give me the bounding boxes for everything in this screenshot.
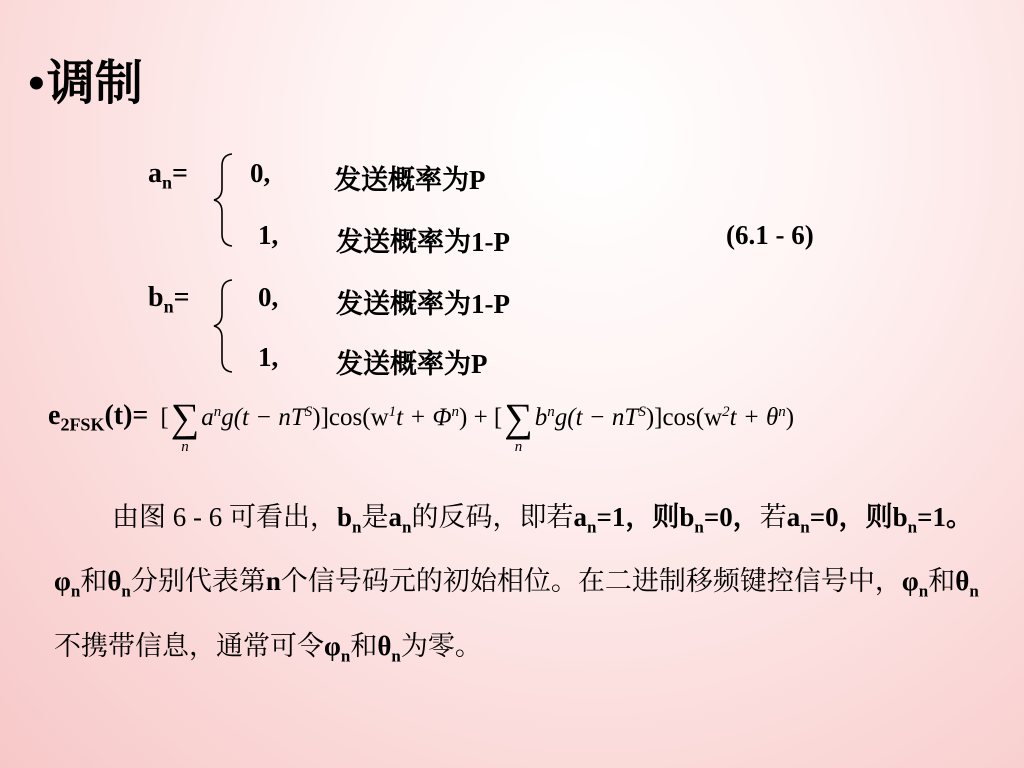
b-row-1-value: 1, [258,342,279,372]
formula-lhs: $e_{2FSK}(t)=$ [48,400,149,435]
slide-title [28,44,143,113]
sigma-icon: ∑ [504,395,533,440]
explanation-paragraph: 由图 6 - 6 可看出，$b_n$是$a_n$的反码，即若$a_n=1$，则$b_n=0$，若$a_n=0$，则$b_n=1$。$\varphi_n$和$\theta_n$分别代表第n个信号码元的初始相位。在二进制移频键控信号中，$\varphi_n$和$\theta_n$不携带信息，通常可令$\varphi_n$和$\theta_n$为零。 [54,502,979,666]
title-text: 调制 [46,55,143,111]
e2fsk-formula [48,392,794,456]
b-row-0-value: 0, [258,282,279,312]
a-row-1-value: 1, [258,220,279,250]
bullet-icon: • [28,57,45,110]
sigma-icon: ∑ [170,395,200,440]
a-row-0-desc: 发送概率为P [334,165,486,195]
summation-2: ∑ n [504,395,533,455]
b-row-1-desc: 发送概率为P [336,349,488,379]
a-brace-icon [208,152,238,248]
equation-number: (6.1 - 6) [726,220,814,250]
a-row-0-value: 0, [250,158,271,188]
b-row-0-desc: 发送概率为1-P [336,289,510,319]
b-brace-icon [208,278,238,374]
b-n-label: $b_n=$ [148,282,190,317]
summation-1: ∑ n [170,395,200,455]
a-row-1-desc: 发送概率为1-P [336,227,510,257]
a-n-label: $a_n=$ [148,158,188,193]
formula-rhs: [ ∑ n a $^n$ g(t − nT $^S$ )]cos(w $^1$ t + Φ $^n$ ) + [ ∑ n b $^n$ g(t − nT $^S$ )]cos(w $^2$ t + θ $^n$ ) [160,395,795,455]
